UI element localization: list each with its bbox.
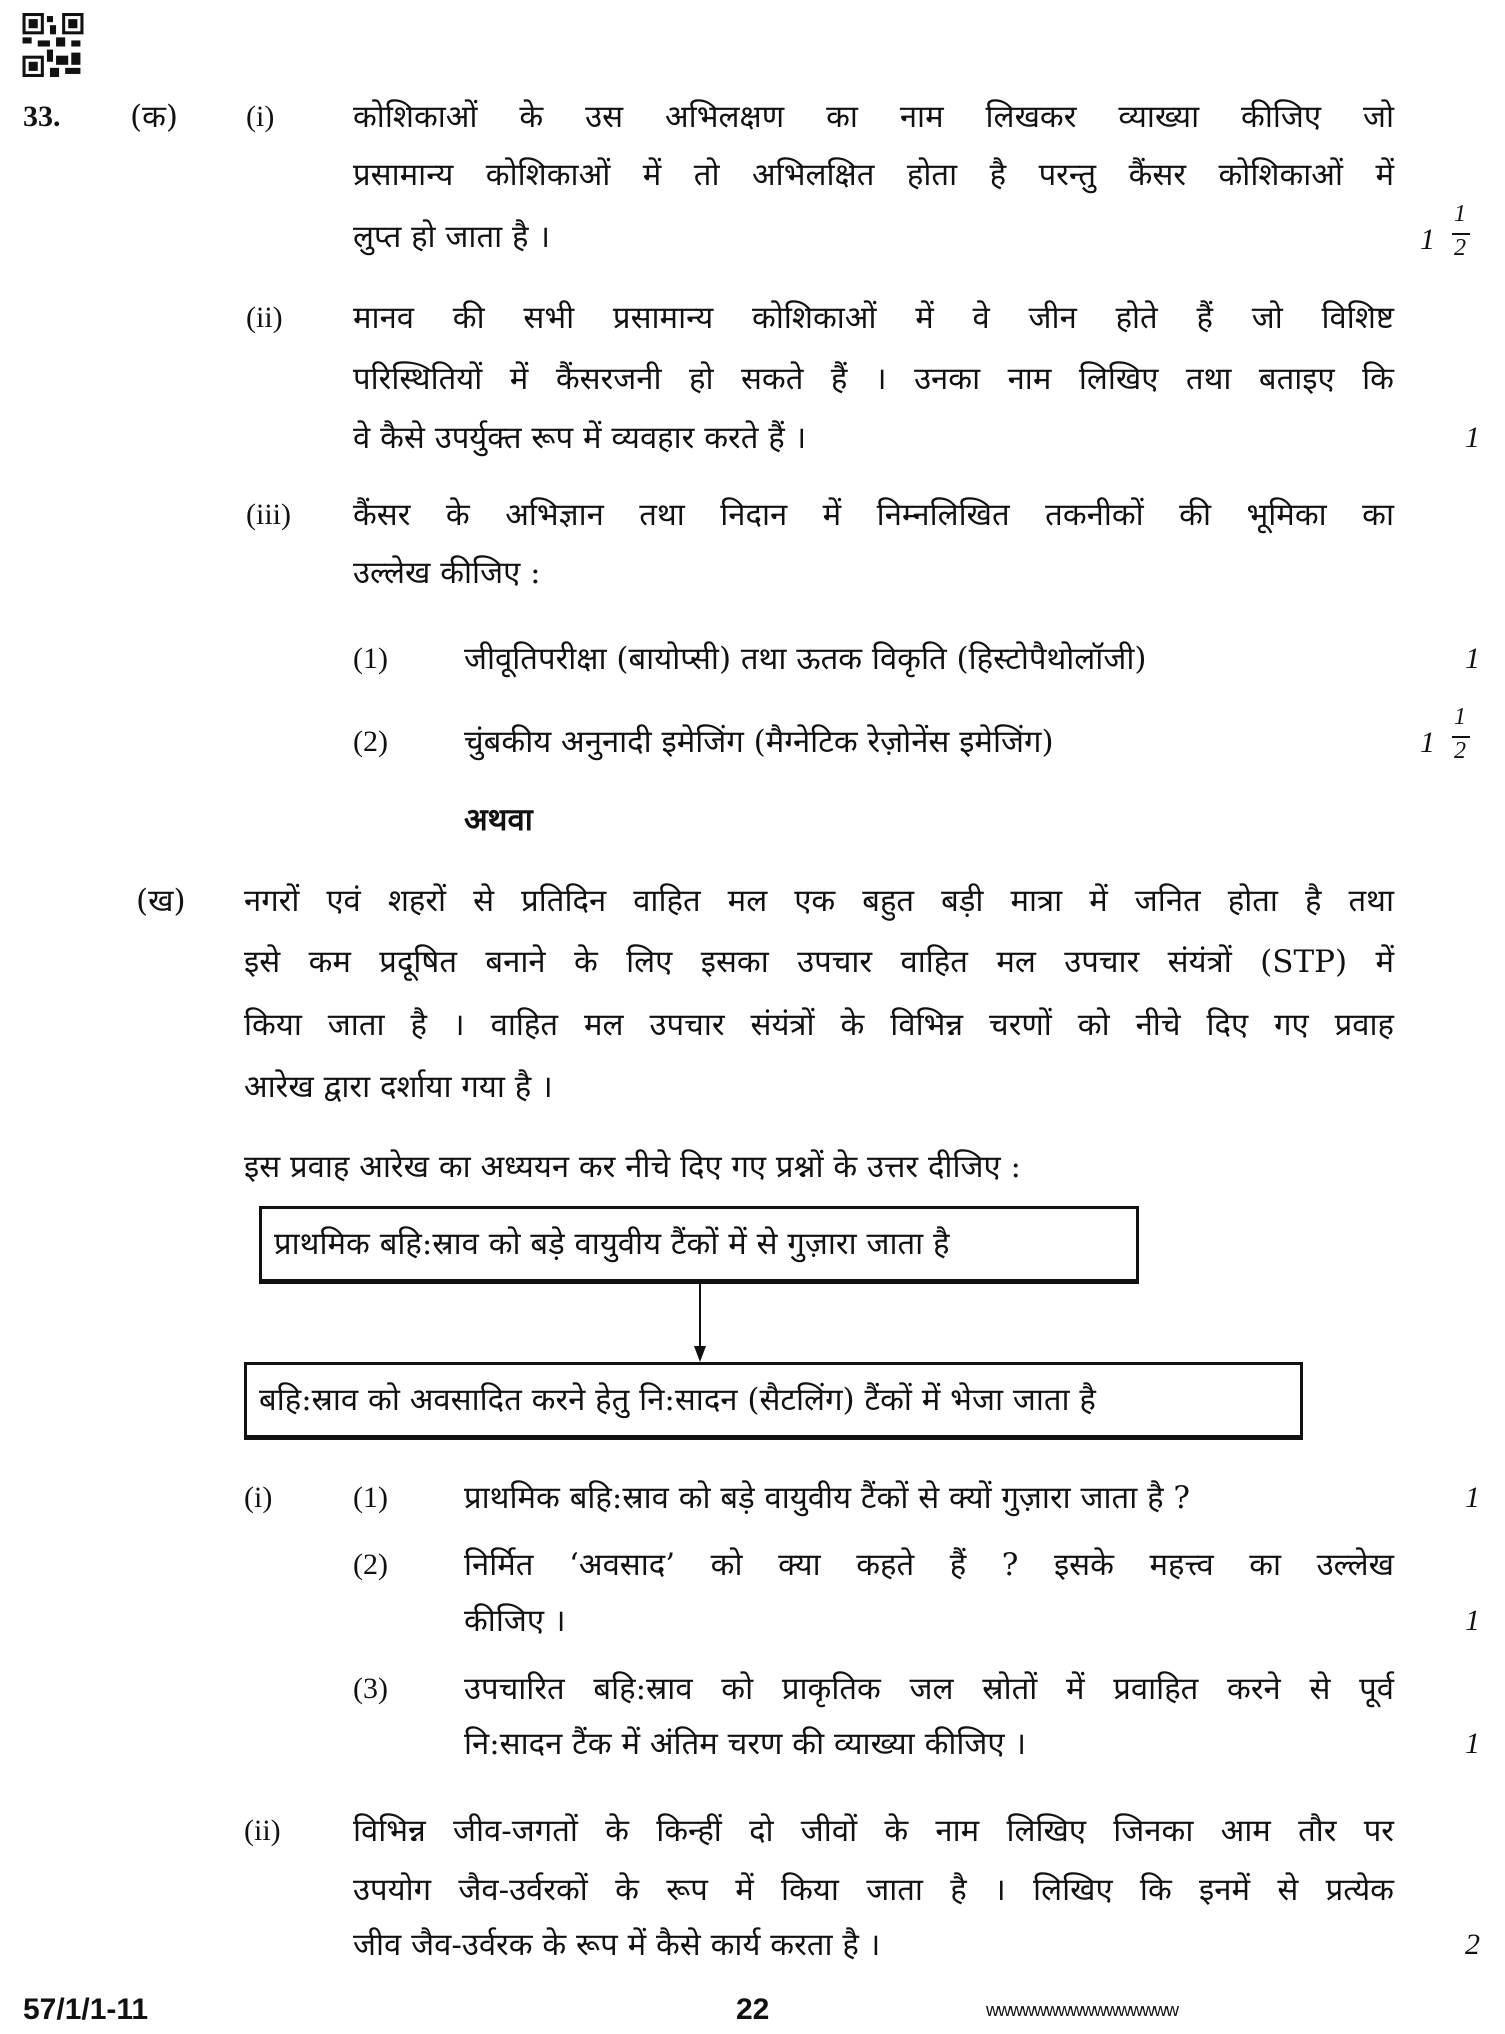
intro-line: नगरों एवं शहरों से प्रतिदिन वाहित मल एक बहुत बड़ी मात्रा में जनित होता है तथा: [244, 883, 1394, 919]
question-line: कोशिकाओं के उस अभिलक्षण का नाम लिखकर व्याख्या कीजिए जो: [353, 99, 1394, 135]
question-line: निर्मित ‘अवसाद’ को क्या कहते हैं ? इसके महत्त्व का उल्लेख: [464, 1547, 1394, 1583]
part-b-label: (ख): [136, 883, 186, 919]
question-line: चुंबकीय अनुनादी इमेजिंग (मैग्नेटिक रेज़ोनेंस इमेजिंग): [464, 724, 1054, 760]
sub-label: (ii): [246, 301, 283, 334]
question-line: उपचारित बहि:स्राव को प्राकृतिक जल स्रोतों में प्रवाहित करने से पूर्व: [464, 1671, 1394, 1707]
item-label: (1): [353, 1481, 388, 1514]
page-number: 22: [736, 1993, 770, 2026]
question-line: विभिन्न जीव-जगतों के किन्हीं दो जीवों के नाम लिखिए जिनका आम तौर पर: [353, 1813, 1394, 1849]
part-a-label: (क): [130, 99, 178, 135]
marks: 1: [1465, 1727, 1480, 1760]
question-line: परिस्थितियों में कैंसरजनी हो सकते हैं । उनका नाम लिखिए तथा बताइए कि: [353, 361, 1394, 397]
question-line: उल्लेख कीजिए :: [353, 555, 541, 591]
paper-code: 57/1/1-11: [23, 1993, 149, 2026]
item-label: (2): [353, 725, 388, 758]
flow-box-text: बहि:स्राव को अवसादित करने हेतु नि:सादन (सैटलिंग) टैंकों में भेजा जाता है: [259, 1382, 1096, 1418]
item-label: (2): [353, 1548, 388, 1581]
intro-line: आरेख द्वारा दर्शाया गया है ।: [244, 1069, 553, 1105]
question-line: मानव की सभी प्रसामान्य कोशिकाओं में वे जीन होते हैं जो विशिष्ट: [353, 300, 1394, 336]
or-label: अथवा: [464, 802, 533, 838]
sub-label: (iii): [246, 498, 291, 531]
intro-line: किया जाता है । वाहित मल उपचार संयंत्रों के विभिन्न चरणों को नीचे दिए गए प्रवाह: [244, 1007, 1394, 1043]
question-number: 33.: [23, 100, 61, 133]
question-line: प्राथमिक बहि:स्राव को बड़े वायुवीय टैंकों से क्यों गुज़ारा जाता है ?: [464, 1480, 1191, 1516]
sub-label: (ii): [244, 1814, 281, 1847]
intro-line: इसे कम प्रदूषित बनाने के लिए इसका उपचार वाहित मल उपचार संयंत्रों (STP) में: [244, 944, 1394, 980]
question-line: उपयोग जैव-उर्वरकों के रूप में किया जाता है । लिखिए कि इनमें से प्रत्येक: [353, 1872, 1394, 1908]
sub-label: (i): [244, 1481, 273, 1514]
marks: 2: [1465, 1928, 1480, 1961]
marks: 1: [1465, 1604, 1480, 1637]
flow-arrow-icon: [690, 1284, 710, 1364]
flow-box-2: [244, 1362, 1303, 1440]
question-line: नि:सादन टैंक में अंतिम चरण की व्याख्या कीजिए ।: [464, 1726, 1027, 1762]
flow-box-text: प्राथमिक बहि:स्राव को बड़े वायुवीय टैंकों में से गुज़ारा जाता है: [274, 1226, 950, 1262]
qr-code-icon: [22, 13, 84, 77]
item-label: (3): [353, 1672, 388, 1705]
wavy-line: wwwwwwwwwwwwwwww: [986, 2000, 1178, 2020]
question-line: कैंसर के अभिज्ञान तथा निदान में निम्नलिखित तकनीकों की भूमिका का: [353, 497, 1394, 533]
marks: 1: [1465, 1481, 1480, 1514]
question-line: जीव जैव-उर्वरक के रूप में कैसे कार्य करता है ।: [353, 1927, 881, 1963]
marks: 1: [1465, 642, 1480, 675]
question-line: वे कैसे उपर्युक्त रूप में व्यवहार करते हैं ।: [353, 420, 807, 456]
item-label: (1): [353, 642, 388, 675]
question-line: लुप्त हो जाता है ।: [353, 219, 551, 255]
question-line: प्रसामान्य कोशिकाओं में तो अभिलक्षित होता है परन्तु कैंसर कोशिकाओं में: [353, 157, 1394, 193]
marks: 1: [1465, 421, 1480, 454]
instruction: इस प्रवाह आरेख का अध्ययन कर नीचे दिए गए प्रश्नों के उत्तर दीजिए :: [244, 1149, 1021, 1185]
flow-box-1: [259, 1206, 1139, 1284]
question-line: कीजिए ।: [464, 1603, 566, 1639]
question-line: जीवूतिपरीक्षा (बायोप्सी) तथा ऊतक विकृति (हिस्टोपैथोलॉजी): [464, 641, 1147, 677]
sub-label: (i): [246, 100, 275, 133]
